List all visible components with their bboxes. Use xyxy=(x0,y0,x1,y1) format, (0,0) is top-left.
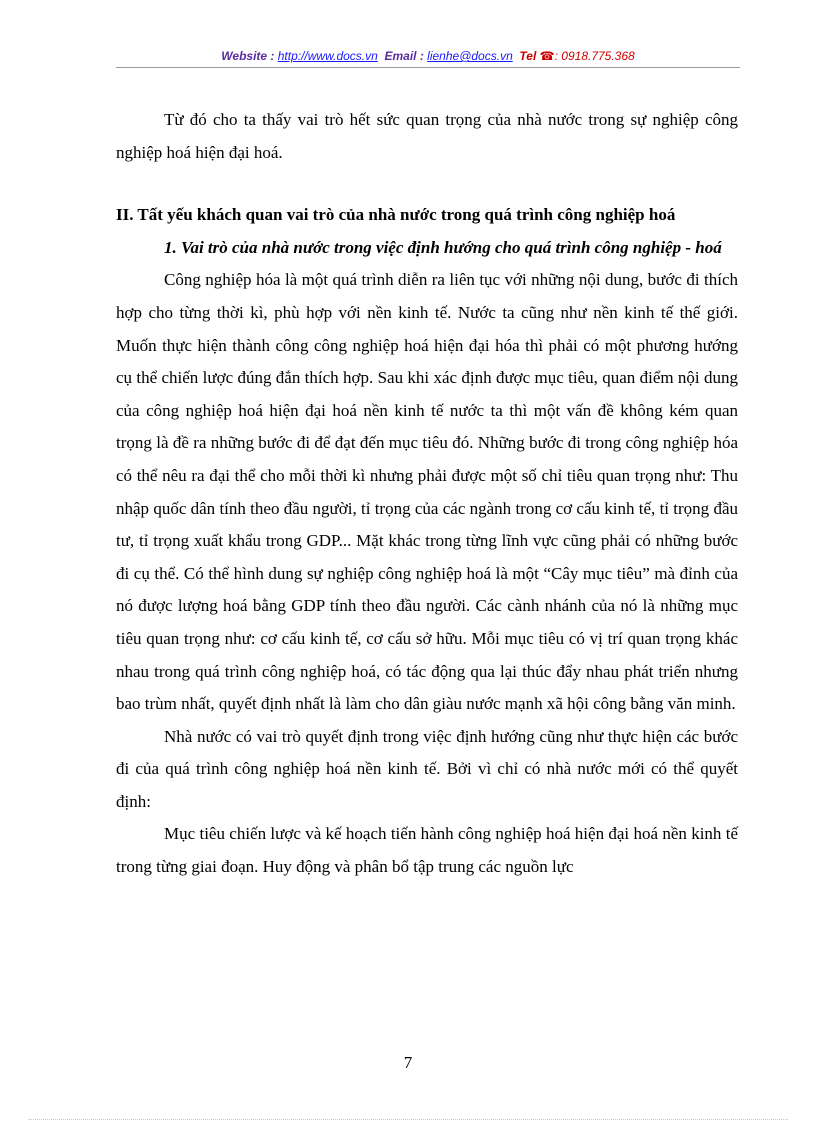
document-body xyxy=(116,104,738,884)
subsection-heading: 1. Vai trò của nhà nước trong việc định hướng cho quá trình công nghiệp - hoá xyxy=(164,237,722,257)
body-paragraph-3: Mục tiêu chiến lược và kế hoạch tiến hành công nghiệp hoá hiện đại hoá nền kinh tế trong từng giai đoạn. Huy động và phân bổ tập trung các nguồn lực xyxy=(116,824,738,877)
header-divider xyxy=(116,67,740,68)
section-heading: II. Tất yếu khách quan vai trò của nhà nước trong quá trình công nghiệp hoá xyxy=(116,205,676,225)
tel-label: Tel xyxy=(519,49,537,63)
intro-paragraph: Từ đó cho ta thấy vai trò hết sức quan trọng của nhà nước trong sự nghiệp công nghiệp hoá hiện đại hoá. xyxy=(116,110,738,162)
website-link[interactable]: http://www.docs.vn xyxy=(277,49,378,63)
email-separator: : xyxy=(416,49,424,63)
phone-icon: ☎ xyxy=(539,49,555,63)
section-spacer xyxy=(116,169,738,199)
body-paragraph-1: Công nghiệp hóa là một quá trình diễn ra liên tục với những nội dung, bước đi thích hợp cho từng thời kì, phù hợp với nền kinh tế. Nước ta cũng như nền kinh tế thế giới. Muốn thực hiện thành công công nghiệp hoá hiện đại hóa thì phải có một phương hướng cụ thể chiến lược đúng đắn thích hợp. Sau khi xác định được mục tiêu, quan điểm nội dung của công nghiệp hoá hiện đại hoá nền kinh tế nước ta thì một vấn đề không kém quan trọng là đề ra những bước đi để đạt đến mục tiêu đó. Những bước đi trong công nghiệp hóa có thể nêu ra đại thể cho mỗi thời kì nhưng phải được một số chỉ tiêu quan trọng như: Thu nhập quốc dân tính theo đầu người, tỉ trọng của các ngành trong cơ cấu kinh tế, tỉ trọng đầu tư, tỉ trọng xuất khẩu trong GDP... Mặt khác trong từng lĩnh vực cũng phải có những bước đi cụ thể. Có thể hình dung sự nghiệp công nghiệp hoá là một “Cây mục tiêu” mà đỉnh của nó được lượng hoá bằng GDP tính theo đầu người. Các cành nhánh của nó là những mục tiêu quan trọng như: cơ cấu kinh tế, cơ cấu sở hữu. Mỗi mục tiêu có vị trí quan trọng khác nhau trong quá trình công nghiệp hoá, có tác động qua lại thúc đẩy nhau phát triển nhưng bao trùm nhất, quyết định nhất là làm cho dân giàu nước mạnh xã hội công bằng văn minh. xyxy=(116,270,738,714)
email-link[interactable]: lienhe@docs.vn xyxy=(427,49,513,63)
page-header xyxy=(116,46,740,68)
body-paragraph-2: Nhà nước có vai trò quyết định trong việc định hướng cũng như thực hiện các bước đi của quá trình công nghiệp hoá nền kinh tế. Bởi vì chỉ có nhà nước mới có thể quyết định: xyxy=(116,726,738,811)
website-label: Website : xyxy=(221,49,275,63)
page-number: 7 xyxy=(403,1053,413,1072)
page-bottom-divider xyxy=(28,1119,788,1120)
tel-number: : 0918.775.368 xyxy=(554,49,635,63)
email-label: Email xyxy=(384,49,417,63)
